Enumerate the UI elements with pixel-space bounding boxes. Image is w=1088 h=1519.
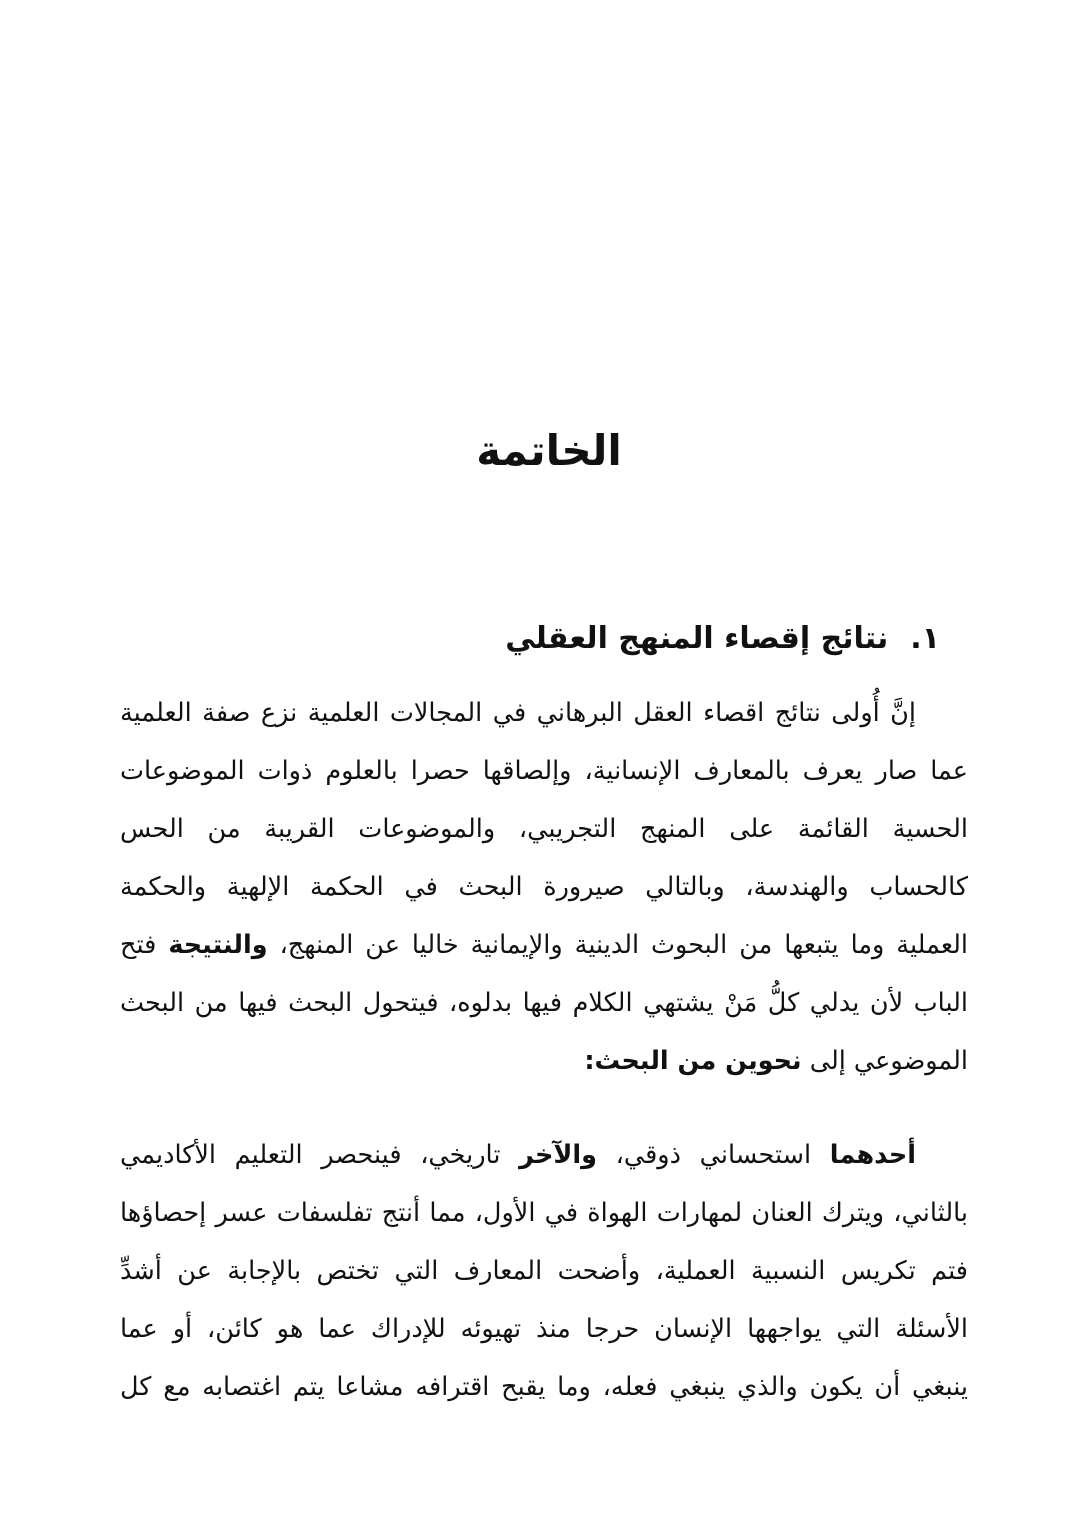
paragraph-2 bbox=[120, 1126, 968, 1416]
bold-term-result: والنتيجة bbox=[168, 930, 268, 960]
paragraph-line bbox=[120, 1032, 968, 1090]
text-run: الموضوعي إلى bbox=[801, 1046, 968, 1076]
bold-term-first: أحدهما bbox=[829, 1140, 916, 1170]
paragraph-1 bbox=[120, 684, 968, 1090]
chapter-title: الخاتمة bbox=[476, 426, 622, 475]
paragraph-line: كالحساب والهندسة، وبالتالي صيرورة البحث في الحكمة الإلهية والحكمة bbox=[120, 872, 968, 902]
paragraph-line: إنَّ أُولى نتائج اقصاء العقل البرهاني في المجالات العلمية نزع صفة العلمية bbox=[120, 698, 916, 728]
paragraph-line: فتم تكريس النسبية العملية، وأضحت المعارف التي تختص بالإجابة عن أشدِّ bbox=[120, 1256, 968, 1286]
text-run: العملية وما يتبعها من البحوث الدينية والإيمانية خاليا عن المنهج، bbox=[267, 930, 969, 960]
bold-term-other: والآخر bbox=[519, 1140, 597, 1170]
paragraph-line: بالثاني، ويترك العنان لمهارات الهواة في الأول، مما أنتج تفلسفات عسر إحصاؤها bbox=[120, 1198, 968, 1228]
section-title: نتائج إقصاء المنهج العقلي bbox=[505, 621, 889, 656]
paragraph-line bbox=[120, 916, 968, 974]
paragraph-line: ينبغي أن يكون والذي ينبغي فعله، وما يقبح اقترافه مشاعا يتم اغتصابه مع كل bbox=[120, 1372, 968, 1402]
section-heading bbox=[505, 614, 940, 664]
paragraph-line: الباب لأن يدلي كلُّ مَنْ يشتهي الكلام فيها بدلوه، فيتحول البحث فيها من البحث bbox=[120, 988, 968, 1018]
bold-term-two-kinds: نحوين من البحث: bbox=[584, 1046, 802, 1076]
text-run: فتح bbox=[120, 930, 169, 960]
paragraph-line bbox=[120, 1126, 968, 1184]
text-run: استحساني ذوقي، bbox=[596, 1140, 830, 1170]
paragraph-line: الحسية القائمة على المنهج التجريبي، والموضوعات القريبة من الحس bbox=[120, 814, 968, 844]
paragraph-line: عما صار يعرف بالمعارف الإنسانية، وإلصاقها حصرا بالعلوم ذوات الموضوعات bbox=[120, 756, 968, 786]
paragraph-line: الأسئلة التي يواجهها الإنسان حرجا منذ تهيوئه للإدراك عما هو كائن، أو عما bbox=[120, 1314, 968, 1344]
section-number: ١. bbox=[910, 621, 940, 656]
text-run: تاريخي، فينحصر التعليم الأكاديمي bbox=[120, 1140, 520, 1170]
